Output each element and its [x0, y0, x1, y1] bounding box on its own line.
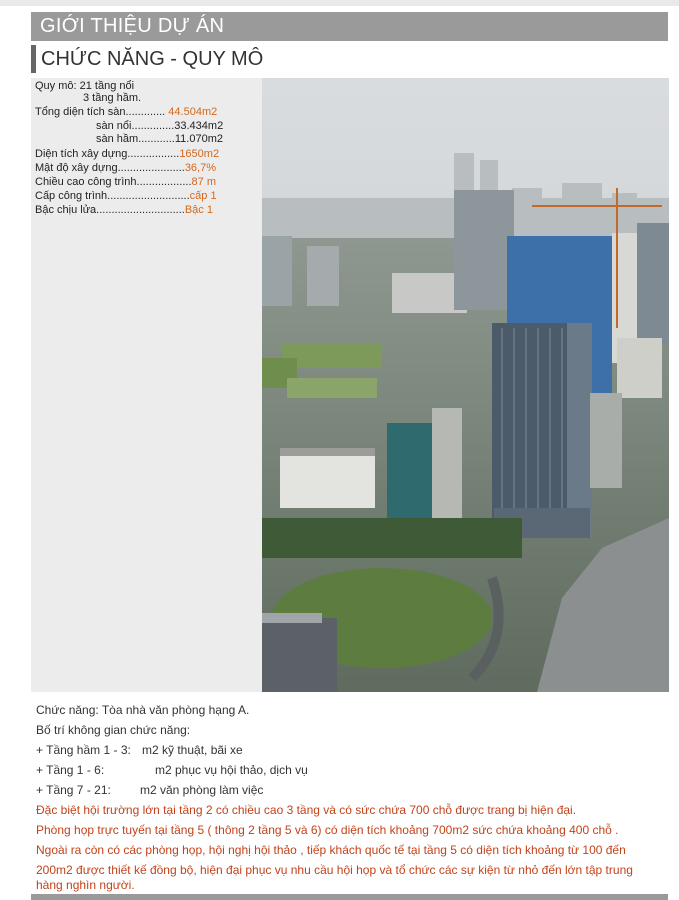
spec-quy-mo-ham: 3 tầng hầm.: [83, 92, 142, 104]
spec-label: Tổng diện tích sàn.............: [35, 106, 166, 118]
desc-layout-heading: Bố trí không gian chức năng:: [36, 723, 191, 737]
spec-value: 87 m: [191, 176, 216, 188]
spec-san-ham: sàn hầm............11.070m2: [96, 133, 223, 145]
spec-value: Bậc 1: [184, 204, 213, 216]
desc-floor-1-6: [36, 763, 308, 777]
spec-value: 36,7%: [184, 162, 217, 174]
photo-illustration: [262, 78, 669, 692]
spec-cap-cong-trinh: [35, 190, 217, 202]
desc-meeting-rooms-end: hàng nghìn người.: [36, 878, 135, 892]
desc-meeting-rooms-cont: 200m2 được thiết kế đồng bộ, hiện đại phục vụ nhu cầu hội họp và tổ chức các sự kiện từ nhỏ đến lớn tập trung: [36, 863, 633, 877]
bottom-divider: [31, 894, 668, 900]
right-building: [590, 393, 622, 488]
spec-chieu-cao: [35, 176, 216, 188]
desc-floor-use: m2 văn phòng làm việc: [140, 783, 264, 797]
white-building: [280, 453, 375, 508]
desc-function: Chức năng: Tòa nhà văn phòng hạng A.: [36, 703, 250, 717]
spec-mat-do: [35, 162, 216, 174]
spec-tong-dien-tich: [35, 106, 217, 118]
desc-basement: [36, 743, 243, 757]
desc-hall: Đặc biệt hội trường lớn tại tầng 2 có chiều cao 3 tầng và có sức chứa 700 chỗ được trang bị hiện đại.: [36, 803, 577, 817]
spec-value: cấp 1: [189, 190, 217, 202]
page-header: [31, 12, 668, 41]
spec-san-noi: sàn nổi..............33.434m2: [96, 120, 224, 132]
desc-floor-label: + Tầng hầm 1 - 3:: [36, 743, 131, 757]
spec-dien-tich-xay-dung: [35, 148, 219, 160]
desc-floor-use: m2 phục vụ hội thảo, dịch vụ: [155, 763, 308, 777]
green-glass-building: [387, 423, 435, 523]
spec-label: Cấp công trình...........................: [35, 190, 190, 202]
spec-label: Diện tích xây dựng.................: [35, 148, 180, 160]
spec-label: Chiều cao công trình..................: [35, 176, 192, 188]
header-title: GIỚI THIỆU DỰ ÁN: [40, 15, 225, 37]
section-title-text: CHỨC NĂNG - QUY MÔ: [41, 48, 264, 70]
desc-meeting-rooms: Ngoài ra còn có các phòng họp, hội nghị hội thảo , tiếp khách quốc tế tại tầng 5 có diện tích khoảng từ 100 đến: [36, 843, 626, 857]
spec-quy-mo: Quy mô: 21 tầng nổi: [35, 80, 135, 92]
grey-building: [432, 408, 462, 518]
desc-floor-label: + Tầng 1 - 6:: [36, 763, 105, 777]
spec-bac-chiu-lua: [35, 204, 213, 216]
foreground-building: [262, 618, 337, 692]
main-tower: [492, 323, 592, 538]
spec-value: 44.504m2: [168, 106, 218, 118]
aerial-city-photo: [262, 78, 669, 692]
top-divider: [0, 0, 679, 6]
spec-label: Bậc chịu lửa.............................: [35, 204, 185, 216]
desc-floor-label: + Tầng 7 - 21:: [36, 783, 111, 797]
tree-band: [262, 518, 522, 558]
desc-floor-use: m2 kỹ thuật, bãi xe: [142, 743, 243, 757]
desc-floor-7-21: [36, 783, 264, 797]
section-title: [31, 45, 431, 73]
specs-panel: [31, 78, 262, 692]
desc-online-room: Phòng họp trực tuyến tại tầng 5 ( thông 2 tầng 5 và 6) có diện tích khoảng 700m2 sức chứa khoảng 400 chỗ .: [36, 823, 619, 837]
spec-label: Mật độ xây dựng......................: [35, 162, 185, 174]
spec-value: 1650m2: [179, 148, 220, 160]
